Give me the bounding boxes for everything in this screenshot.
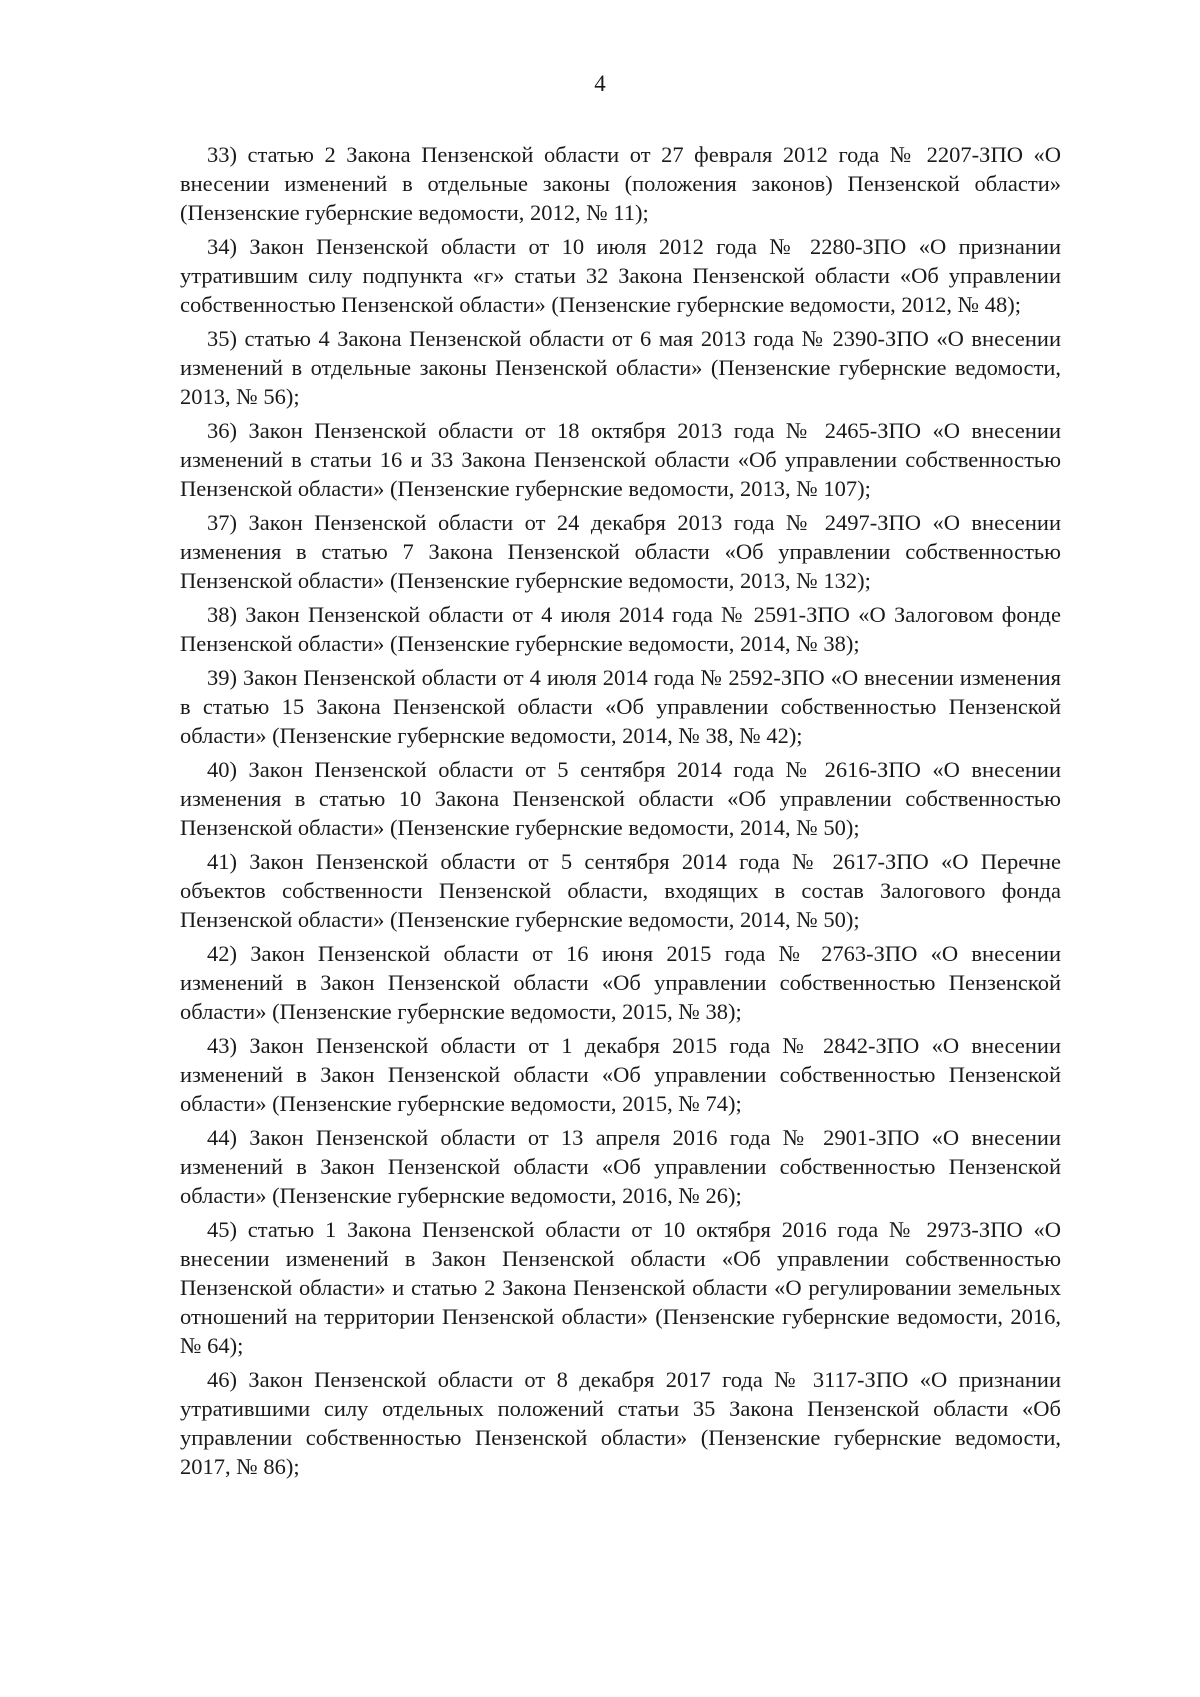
list-item: 46) Закон Пензенской области от 8 декабря 2017 года № 3117-ЗПО «О признании утратившими силу отдельных положений статьи 35 Закона Пензенской области «Об управлении собственностью Пензенской области» (Пензенские губернские ведомости, 2017, № 86); — [180, 1367, 1061, 1479]
list-item: 37) Закон Пензенской области от 24 декабря 2013 года № 2497-ЗПО «О внесении изменения в статью 7 Закона Пензенской области «Об управлении собственностью Пензенской области» (Пензенские губернские ведомости, 2013, № 132); — [180, 510, 1061, 593]
list-item: 35) статью 4 Закона Пензенской области от 6 мая 2013 года № 2390-ЗПО «О внесении изменений в отдельные законы Пензенской области» (Пензенские губернские ведомости, 2013, № 56); — [180, 326, 1061, 409]
list-item: 43) Закон Пензенской области от 1 декабря 2015 года № 2842-ЗПО «О внесении изменений в Закон Пензенской области «Об управлении собственностью Пензенской области» (Пензенские губернские ведомости, 2015, № 74); — [180, 1033, 1061, 1116]
page-number: 4 — [594, 71, 606, 96]
list-item: 38) Закон Пензенской области от 4 июля 2014 года № 2591-ЗПО «О Залоговом фонде Пензенской области» (Пензенские губернские ведомости, 2014, № 38); — [180, 602, 1061, 656]
list-item: 40) Закон Пензенской области от 5 сентября 2014 года № 2616-ЗПО «О внесении изменения в статью 10 Закона Пензенской области «Об управлении собственностью Пензенской области» (Пензенские губернские ведомости, 2014, № 50); — [180, 757, 1061, 840]
list-item: 44) Закон Пензенской области от 13 апреля 2016 года № 2901-ЗПО «О внесении изменений в Закон Пензенской области «Об управлении собственностью Пензенской области» (Пензенские губернские ведомости, 2016, № 26); — [180, 1125, 1061, 1208]
list-item: 42) Закон Пензенской области от 16 июня 2015 года № 2763-ЗПО «О внесении изменений в Закон Пензенской области «Об управлении собственностью Пензенской области» (Пензенские губернские ведомости, 2015, № 38); — [180, 941, 1061, 1024]
list-item: 45) статью 1 Закона Пензенской области от 10 октября 2016 года № 2973-ЗПО «О внесении изменений в Закон Пензенской области «Об управлении собственностью Пензенской области» и статью 2 Закона Пензенской области «О регулировании земельных отношений на территории Пензенской области» (Пензенские губернские ведомости, 2016, № 64); — [180, 1217, 1061, 1358]
list-item: 36) Закон Пензенской области от 18 октября 2013 года № 2465-ЗПО «О внесении изменений в статьи 16 и 33 Закона Пензенской области «Об управлении собственностью Пензенской области» (Пензенские губернские ведомости, 2013, № 107); — [180, 418, 1061, 501]
list-item: 41) Закон Пензенской области от 5 сентября 2014 года № 2617-ЗПО «О Перечне объектов собственности Пензенской области, входящих в состав Залогового фонда Пензенской области» (Пензенские губернские ведомости, 2014, № 50); — [180, 849, 1061, 932]
document-body — [180, 140, 1061, 1486]
list-item: 33) статью 2 Закона Пензенской области от 27 февраля 2012 года № 2207-ЗПО «О внесении изменений в отдельные законы (положения законов) Пензенской области» (Пензенские губернские ведомости, 2012, № 11); — [180, 142, 1061, 225]
list-item: 34) Закон Пензенской области от 10 июля 2012 года № 2280-ЗПО «О признании утратившим силу подпункта «г» статьи 32 Закона Пензенской области «Об управлении собственностью Пензенской области» (Пензенские губернские ведомости, 2012, № 48); — [180, 234, 1061, 317]
list-item: 39) Закон Пензенской области от 4 июля 2014 года № 2592-ЗПО «О внесении изменения в статью 15 Закона Пензенской области «Об управлении собственностью Пензенской области» (Пензенские губернские ведомости, 2014, № 38, № 42); — [180, 665, 1061, 748]
